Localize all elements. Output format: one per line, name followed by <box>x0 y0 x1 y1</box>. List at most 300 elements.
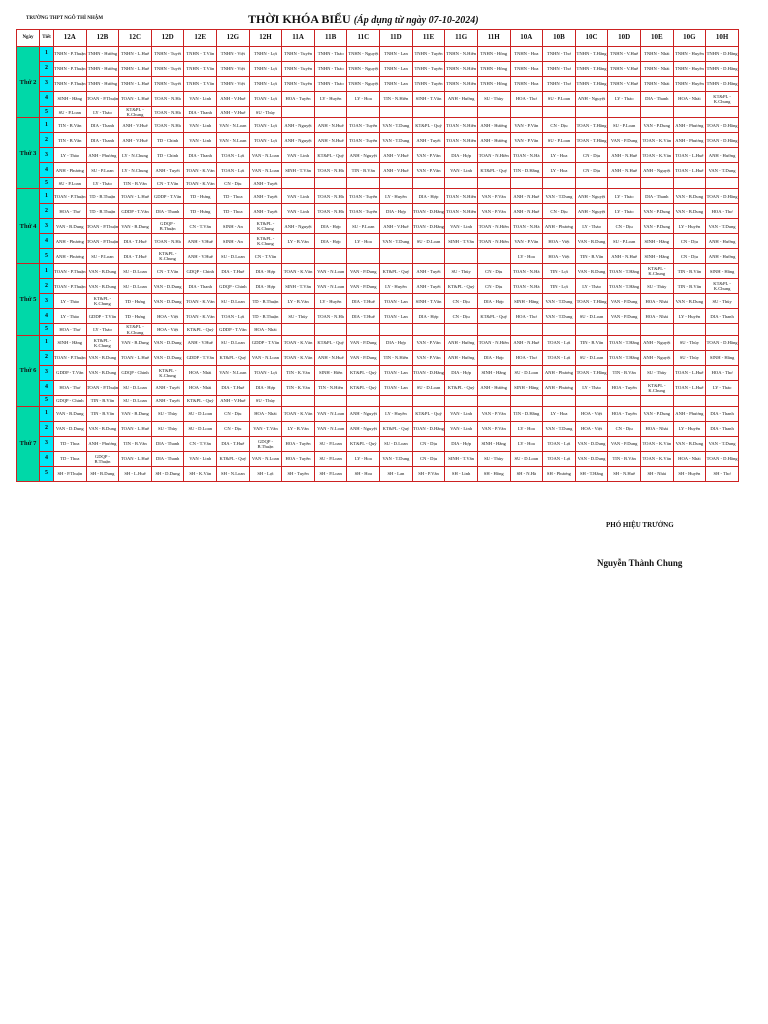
lesson-cell: SH - Lợi <box>249 466 282 481</box>
lesson-cell: TOAN - L.Huế <box>119 189 152 204</box>
lesson-cell: SINH - Hằng <box>510 380 543 395</box>
lesson-cell: LY - B.Văn <box>282 294 315 309</box>
lesson-cell <box>412 107 445 118</box>
lesson-cell: VAN - Linh <box>184 92 217 107</box>
lesson-cell <box>412 324 445 335</box>
lesson-cell: VAN - Linh <box>184 133 217 148</box>
page-title <box>248 12 479 27</box>
lesson-cell: SU - D.Loan <box>119 380 152 395</box>
lesson-cell: SU - Thùy <box>673 335 706 350</box>
period-number: 3 <box>40 219 54 234</box>
lesson-cell: SU - Thùy <box>151 406 184 421</box>
lesson-cell: VAN - P.Dung <box>640 204 673 219</box>
lesson-cell: HOA - Thơ <box>510 309 543 324</box>
lesson-cell <box>608 107 641 118</box>
lesson-cell <box>640 324 673 335</box>
lesson-cell: GDQP - B.Thuận <box>249 436 282 451</box>
lesson-cell <box>314 324 347 335</box>
lesson-cell: LY - Hoa <box>510 421 543 436</box>
lesson-cell: TOAN - N.Hiền <box>477 234 510 249</box>
lesson-cell: KT&PL - K.Chung <box>640 264 673 279</box>
header-class: 10C <box>575 30 608 47</box>
lesson-cell: SU - Thùy <box>151 421 184 436</box>
lesson-cell: TD - Thoa <box>217 189 250 204</box>
lesson-cell: SU - D.Loan <box>575 309 608 324</box>
lesson-cell: GDQP - B.Thuận <box>151 219 184 234</box>
lesson-cell <box>282 395 315 406</box>
period-number: 2 <box>40 421 54 436</box>
lesson-cell <box>282 324 315 335</box>
lesson-cell: TD - B.Thuận <box>86 204 119 219</box>
lesson-cell: DIA - Thanh <box>640 92 673 107</box>
table-row <box>17 249 739 264</box>
lesson-cell: TD - Chinh <box>151 133 184 148</box>
lesson-cell: SU - Thùy <box>477 92 510 107</box>
lesson-cell: LY - B.Văn <box>282 421 315 436</box>
lesson-cell: TIN - N.Hiền <box>380 92 413 107</box>
lesson-cell: LY - Thảo <box>608 92 641 107</box>
lesson-cell: DIA - Thanh <box>184 107 217 118</box>
lesson-cell: TNHN - Thơ <box>543 62 576 77</box>
lesson-cell: SU - Thùy <box>249 107 282 118</box>
lesson-cell: TIN - K.Văn <box>282 365 315 380</box>
lesson-cell: LY - Hoa <box>543 163 576 178</box>
lesson-cell: TOAN - K.Văn <box>184 163 217 178</box>
table-row <box>17 365 739 380</box>
lesson-cell: GDDP - T.Vân <box>119 204 152 219</box>
lesson-cell: VAN - P.Dung <box>347 335 380 350</box>
lesson-cell: CN - Dịu <box>608 219 641 234</box>
lesson-cell: VAN - P.Vân <box>477 421 510 436</box>
lesson-cell: LY - Hoa <box>510 436 543 451</box>
lesson-cell: TNHN - T.Vân <box>184 77 217 92</box>
lesson-cell: SINH - Hằng <box>477 365 510 380</box>
lesson-cell: DIA - T.Huế <box>217 264 250 279</box>
lesson-cell: SU - D.Loan <box>380 436 413 451</box>
lesson-cell: TNHN - Huyền <box>673 47 706 62</box>
lesson-cell: HOA - Nhài <box>673 92 706 107</box>
lesson-cell: CN - T.Vân <box>184 219 217 234</box>
lesson-cell: LY - N.Chung <box>119 148 152 163</box>
lesson-cell: TNHN - Hường <box>86 47 119 62</box>
lesson-cell: TOAN - Tuyến <box>347 189 380 204</box>
lesson-cell: TIN - B.Vân <box>119 436 152 451</box>
lesson-cell: ANH - N.Huế <box>314 350 347 365</box>
lesson-cell: KT&PL - Quý <box>217 350 250 365</box>
lesson-cell: VAN - Linh <box>184 451 217 466</box>
lesson-cell: ANH - Nguyệt <box>347 148 380 163</box>
lesson-cell: TNHN - P.Thuận <box>54 47 87 62</box>
lesson-cell: TOAN - Lợi <box>543 451 576 466</box>
lesson-cell: GDDP - T.Vân <box>54 365 87 380</box>
lesson-cell: DIA - Thanh <box>151 436 184 451</box>
lesson-cell: DIA - Thanh <box>184 279 217 294</box>
lesson-cell <box>510 107 543 118</box>
lesson-cell: TNHN - V.Huế <box>608 77 641 92</box>
lesson-cell: VAN - B.Dung <box>119 219 152 234</box>
day-label: Thứ 6 <box>17 335 40 406</box>
period-number: 4 <box>40 380 54 395</box>
lesson-cell: VAN - P.Dung <box>608 294 641 309</box>
lesson-cell: TNHN - Huyền <box>673 62 706 77</box>
lesson-cell <box>640 395 673 406</box>
table-row <box>17 406 739 421</box>
lesson-cell: TNHN - Tuyết <box>151 47 184 62</box>
lesson-cell: TOAN - K.Văn <box>184 309 217 324</box>
lesson-cell: VAN - B.Dung <box>119 406 152 421</box>
lesson-cell: VAN - Linh <box>445 163 478 178</box>
lesson-cell: SH - T.Hằng <box>575 466 608 481</box>
lesson-cell <box>477 395 510 406</box>
header-class: 12H <box>249 30 282 47</box>
lesson-cell: ANH - V.Huế <box>380 219 413 234</box>
lesson-cell <box>608 178 641 189</box>
table-row <box>17 466 739 481</box>
lesson-cell <box>380 249 413 264</box>
lesson-cell: ANH - Phương <box>54 234 87 249</box>
day-label: Thứ 5 <box>17 264 40 335</box>
lesson-cell: SH - Phương <box>543 466 576 481</box>
lesson-cell: TD - Hưng <box>119 309 152 324</box>
period-number: 5 <box>40 178 54 189</box>
lesson-cell: ANH - Phương <box>673 406 706 421</box>
lesson-cell: TOAN - L.Huế <box>119 92 152 107</box>
lesson-cell: TNHN - Lợi <box>249 77 282 92</box>
lesson-cell: TNHN - Tuyết <box>151 77 184 92</box>
lesson-cell: SINH - T.Vân <box>412 294 445 309</box>
table-row <box>17 380 739 395</box>
lesson-cell: ANH - N.Huế <box>608 249 641 264</box>
header-class: 11E <box>412 30 445 47</box>
lesson-cell: DIA - Thanh <box>706 406 739 421</box>
lesson-cell: TNHN - Tuyền <box>282 62 315 77</box>
lesson-cell: KT&PL - Quý <box>347 365 380 380</box>
period-number: 1 <box>40 264 54 279</box>
lesson-cell: LY - Huyền <box>380 189 413 204</box>
lesson-cell: VAN - Linh <box>282 204 315 219</box>
lesson-cell: VAN - T.Dung <box>380 118 413 133</box>
table-row <box>17 178 739 189</box>
lesson-cell <box>445 107 478 118</box>
lesson-cell: CN - Dịu <box>412 451 445 466</box>
lesson-cell: TOAN - Lợi <box>217 163 250 178</box>
lesson-cell: TNHN - Nguyệt <box>347 77 380 92</box>
lesson-cell: VAN - D.Dung <box>151 350 184 365</box>
lesson-cell: GDQP - Chinh <box>119 365 152 380</box>
lesson-cell <box>380 324 413 335</box>
lesson-cell: TIN - B.Vân <box>54 133 87 148</box>
lesson-cell: CN - Dịu <box>217 178 250 189</box>
lesson-cell: SU - D.Loan <box>119 264 152 279</box>
lesson-cell: VAN - T.Dung <box>706 436 739 451</box>
day-label: Thứ 7 <box>17 406 40 481</box>
lesson-cell: TD - Hưng <box>184 189 217 204</box>
lesson-cell <box>543 324 576 335</box>
lesson-cell: GDQP - B.Thuận <box>86 451 119 466</box>
lesson-cell: ANH - Nguyệt <box>282 219 315 234</box>
lesson-cell <box>477 107 510 118</box>
lesson-cell: ANH - Phương <box>54 163 87 178</box>
lesson-cell: TOAN - T.Hằng <box>575 294 608 309</box>
lesson-cell: ANH - Tuyết <box>249 178 282 189</box>
header-class: 11C <box>347 30 380 47</box>
lesson-cell: DIA - T.Huế <box>217 380 250 395</box>
period-number: 3 <box>40 436 54 451</box>
lesson-cell: LY - Thảo <box>54 148 87 163</box>
table-row <box>17 62 739 77</box>
lesson-cell: VAN - B.Dung <box>86 365 119 380</box>
lesson-cell: KT&PL - Quý <box>314 335 347 350</box>
lesson-cell: DIA - T.Huế <box>347 309 380 324</box>
lesson-cell: ANH - Nguyệt <box>575 189 608 204</box>
lesson-cell: KT&PL - K.Chung <box>706 279 739 294</box>
lesson-cell: TOAN - Lợi <box>217 148 250 163</box>
lesson-cell <box>673 395 706 406</box>
lesson-cell: CN - Dịu <box>575 148 608 163</box>
lesson-cell: TNHN - L.Huế <box>119 62 152 77</box>
lesson-cell: TNHN - L.Huế <box>119 77 152 92</box>
lesson-cell: SU - Thùy <box>640 365 673 380</box>
header-class: 12B <box>86 30 119 47</box>
lesson-cell <box>575 324 608 335</box>
lesson-cell: VAN - P.Vân <box>412 148 445 163</box>
lesson-cell: SH - D.Dung <box>151 466 184 481</box>
lesson-cell: TOAN - Tuyến <box>347 133 380 148</box>
table-row <box>17 451 739 466</box>
lesson-cell: TNHN - Tuyền <box>282 77 315 92</box>
lesson-cell: GDDP - T.Vân <box>217 324 250 335</box>
lesson-cell: ANH - Phương <box>673 118 706 133</box>
lesson-cell: SU - D.Loan <box>412 380 445 395</box>
lesson-cell: TNHN - T.Hằng <box>575 62 608 77</box>
lesson-cell: TNHN - Hoa <box>510 62 543 77</box>
lesson-cell: VAN - T.Dung <box>380 133 413 148</box>
lesson-cell: HOA - Thơ <box>706 204 739 219</box>
header-class: 12C <box>119 30 152 47</box>
lesson-cell: ANH - Phương <box>86 436 119 451</box>
lesson-cell: TNHN - Việt <box>217 47 250 62</box>
lesson-cell: DIA - Thanh <box>151 451 184 466</box>
lesson-cell: TNHN - Hoa <box>510 47 543 62</box>
lesson-cell: TOAN - K.Văn <box>282 335 315 350</box>
lesson-cell: SH - Huyền <box>673 466 706 481</box>
lesson-cell: HOA - Nhài <box>640 421 673 436</box>
lesson-cell: SU - Thùy <box>249 395 282 406</box>
lesson-cell: LY - Thảo <box>86 324 119 335</box>
lesson-cell <box>314 249 347 264</box>
lesson-cell: TNHN - N.Hiền <box>445 47 478 62</box>
lesson-cell: VAN - Linh <box>282 189 315 204</box>
lesson-cell: VAN - T.Dung <box>380 234 413 249</box>
lesson-cell: ANH - N.Huế <box>510 204 543 219</box>
lesson-cell: DIA - Hợp <box>445 436 478 451</box>
lesson-cell: CN - T.Vân <box>151 178 184 189</box>
period-number: 1 <box>40 118 54 133</box>
lesson-cell: LY - Thảo <box>54 294 87 309</box>
lesson-cell: HOA - Việt <box>543 249 576 264</box>
lesson-cell: SU - Thùy <box>706 294 739 309</box>
day-label: Thứ 4 <box>17 189 40 264</box>
lesson-cell: LY - Thảo <box>575 279 608 294</box>
lesson-cell: TNHN - L.Huế <box>119 47 152 62</box>
period-number: 1 <box>40 47 54 62</box>
lesson-cell: HOA - Nhài <box>249 324 282 335</box>
lesson-cell: TOAN - Lợi <box>217 309 250 324</box>
header-class: 10D <box>608 30 641 47</box>
lesson-cell <box>706 178 739 189</box>
lesson-cell: DIA - Hợp <box>314 219 347 234</box>
lesson-cell: ANH - Hường <box>477 380 510 395</box>
lesson-cell: HOA - Tuyến <box>608 380 641 395</box>
lesson-cell: TOAN - T.Hằng <box>575 118 608 133</box>
lesson-cell: SINH - T.Vân <box>282 163 315 178</box>
lesson-cell: DIA - T.Huế <box>119 234 152 249</box>
lesson-cell: VAN - P.Vân <box>477 189 510 204</box>
lesson-cell: SINH - T.Vân <box>282 279 315 294</box>
lesson-cell <box>673 107 706 118</box>
lesson-cell: TNHN - Tuyền <box>282 47 315 62</box>
lesson-cell: TOAN - L.Huế <box>119 350 152 365</box>
table-row <box>17 77 739 92</box>
lesson-cell: LY - Hoa <box>510 249 543 264</box>
lesson-cell: TD - Hưng <box>184 204 217 219</box>
lesson-cell: HOA - Thơ <box>706 365 739 380</box>
lesson-cell: SINH - Hiền <box>314 365 347 380</box>
lesson-cell: LY - Hoa <box>347 92 380 107</box>
lesson-cell: VAN - D.Dung <box>151 279 184 294</box>
lesson-cell: ANH - Tuyết <box>151 380 184 395</box>
header-class: 12E <box>184 30 217 47</box>
lesson-cell: TIN - N.Hiền <box>380 350 413 365</box>
lesson-cell: KT&PL - K.Chung <box>86 294 119 309</box>
lesson-cell: TNHN - Thơ <box>543 47 576 62</box>
lesson-cell: VAN - P.Dung <box>640 219 673 234</box>
lesson-cell: SU - D.Loan <box>184 421 217 436</box>
lesson-cell: HOA - Tuyền <box>282 436 315 451</box>
lesson-cell: CN - T.Vân <box>151 264 184 279</box>
day-label: Thứ 2 <box>17 47 40 118</box>
lesson-cell: SINH - Hằng <box>54 92 87 107</box>
lesson-cell: VAN - P.Dung <box>640 118 673 133</box>
lesson-cell: TOAN - L.Huế <box>673 365 706 380</box>
lesson-cell: SU - Thùy <box>640 279 673 294</box>
lesson-cell: TNHN - Hồng <box>477 47 510 62</box>
lesson-cell <box>314 178 347 189</box>
lesson-cell <box>347 107 380 118</box>
lesson-cell: TOAN - Lợi <box>249 118 282 133</box>
table-row <box>17 264 739 279</box>
period-number: 2 <box>40 62 54 77</box>
lesson-cell <box>608 324 641 335</box>
period-number: 5 <box>40 466 54 481</box>
lesson-cell: ANH - Hường <box>706 148 739 163</box>
lesson-cell: TD - Thoa <box>54 436 87 451</box>
lesson-cell: VAN - B.Dung <box>673 294 706 309</box>
lesson-cell: TD - B.Thuận <box>86 189 119 204</box>
lesson-cell: VAN - N.Loan <box>217 118 250 133</box>
period-number: 4 <box>40 92 54 107</box>
lesson-cell: TNHN - Thảo <box>314 77 347 92</box>
period-number: 1 <box>40 406 54 421</box>
lesson-cell: SINH - Hằng <box>510 294 543 309</box>
lesson-cell: VAN - D.Dung <box>54 421 87 436</box>
lesson-cell: TOAN - T.Hằng <box>608 264 641 279</box>
lesson-cell: VAN - B.Dung <box>86 421 119 436</box>
lesson-cell: TOAN - L.Huế <box>673 163 706 178</box>
lesson-cell: SH - Tuyền <box>282 466 315 481</box>
lesson-cell: SINH - Hằng <box>54 335 87 350</box>
signature-name: Nguyễn Thành Chung <box>597 558 683 568</box>
lesson-cell: VAN - N.Loan <box>314 421 347 436</box>
lesson-cell: ANH - Nguyệt <box>282 133 315 148</box>
lesson-cell: TOAN - N.Hà <box>510 148 543 163</box>
lesson-cell: DIA - Thanh <box>706 309 739 324</box>
lesson-cell: ANH - Hường <box>477 118 510 133</box>
lesson-cell: HOA - Nhài <box>640 309 673 324</box>
lesson-cell: TNHN - P.Thuận <box>54 77 87 92</box>
lesson-cell: TNHN - Huyền <box>673 77 706 92</box>
lesson-cell: VAN - T.Dung <box>543 309 576 324</box>
lesson-cell: TNHN - T.Vân <box>184 62 217 77</box>
lesson-cell: VAN - P.Vân <box>510 118 543 133</box>
lesson-cell: SU - D.Loan <box>575 350 608 365</box>
lesson-cell: HOA - Việt <box>543 234 576 249</box>
lesson-cell: HOA - Thơ <box>54 380 87 395</box>
period-number: 5 <box>40 395 54 406</box>
lesson-cell: TOAN - D.Hằng <box>412 219 445 234</box>
lesson-cell: TOAN - K.Văn <box>640 436 673 451</box>
lesson-cell <box>706 324 739 335</box>
lesson-cell: VAN - N.Loan <box>249 350 282 365</box>
lesson-cell <box>445 178 478 189</box>
lesson-cell: VAN - B.Dung <box>54 219 87 234</box>
table-row <box>17 133 739 148</box>
lesson-cell: ANH - Phương <box>673 133 706 148</box>
lesson-cell: SH - Lan <box>380 466 413 481</box>
lesson-cell: HOA - Thơ <box>54 324 87 335</box>
lesson-cell: TOAN - P.Thuận <box>54 350 87 365</box>
lesson-cell: KT&PL - K.Chung <box>151 249 184 264</box>
lesson-cell <box>282 178 315 189</box>
lesson-cell: ANH - Nguyệt <box>640 163 673 178</box>
lesson-cell: DIA - Thanh <box>640 189 673 204</box>
lesson-cell: CN - Dịu <box>608 421 641 436</box>
lesson-cell: SH - N.Loan <box>217 466 250 481</box>
lesson-cell: KT&PL - K.Chung <box>151 365 184 380</box>
lesson-cell <box>543 395 576 406</box>
lesson-cell: SINH - T.Vân <box>445 451 478 466</box>
lesson-cell <box>380 107 413 118</box>
table-row <box>17 204 739 219</box>
lesson-cell <box>673 178 706 189</box>
lesson-cell: TOAN - D.Hằng <box>412 365 445 380</box>
lesson-cell: TOAN - P.Thuận <box>54 189 87 204</box>
lesson-cell: TIN - B.Vân <box>673 279 706 294</box>
lesson-cell: DIA - Hợp <box>477 294 510 309</box>
lesson-cell: SH - Hoa <box>347 466 380 481</box>
lesson-cell: TOAN - N.Hà <box>314 189 347 204</box>
lesson-cell: TNHN - T.Hằng <box>575 47 608 62</box>
lesson-cell: SU - D.Loan <box>119 395 152 406</box>
lesson-cell: TOAN - N.Hiền <box>445 133 478 148</box>
lesson-cell: TIN - K.Văn <box>282 380 315 395</box>
lesson-cell: TOAN - P.Thuận <box>54 264 87 279</box>
lesson-cell: TNHN - Tuyến <box>412 77 445 92</box>
lesson-cell: DIA - T.Huế <box>119 249 152 264</box>
lesson-cell: KT&PL - K.Chung <box>249 219 282 234</box>
lesson-cell: ANH - Tuyết <box>249 204 282 219</box>
lesson-cell: HOA - Việt <box>151 324 184 335</box>
